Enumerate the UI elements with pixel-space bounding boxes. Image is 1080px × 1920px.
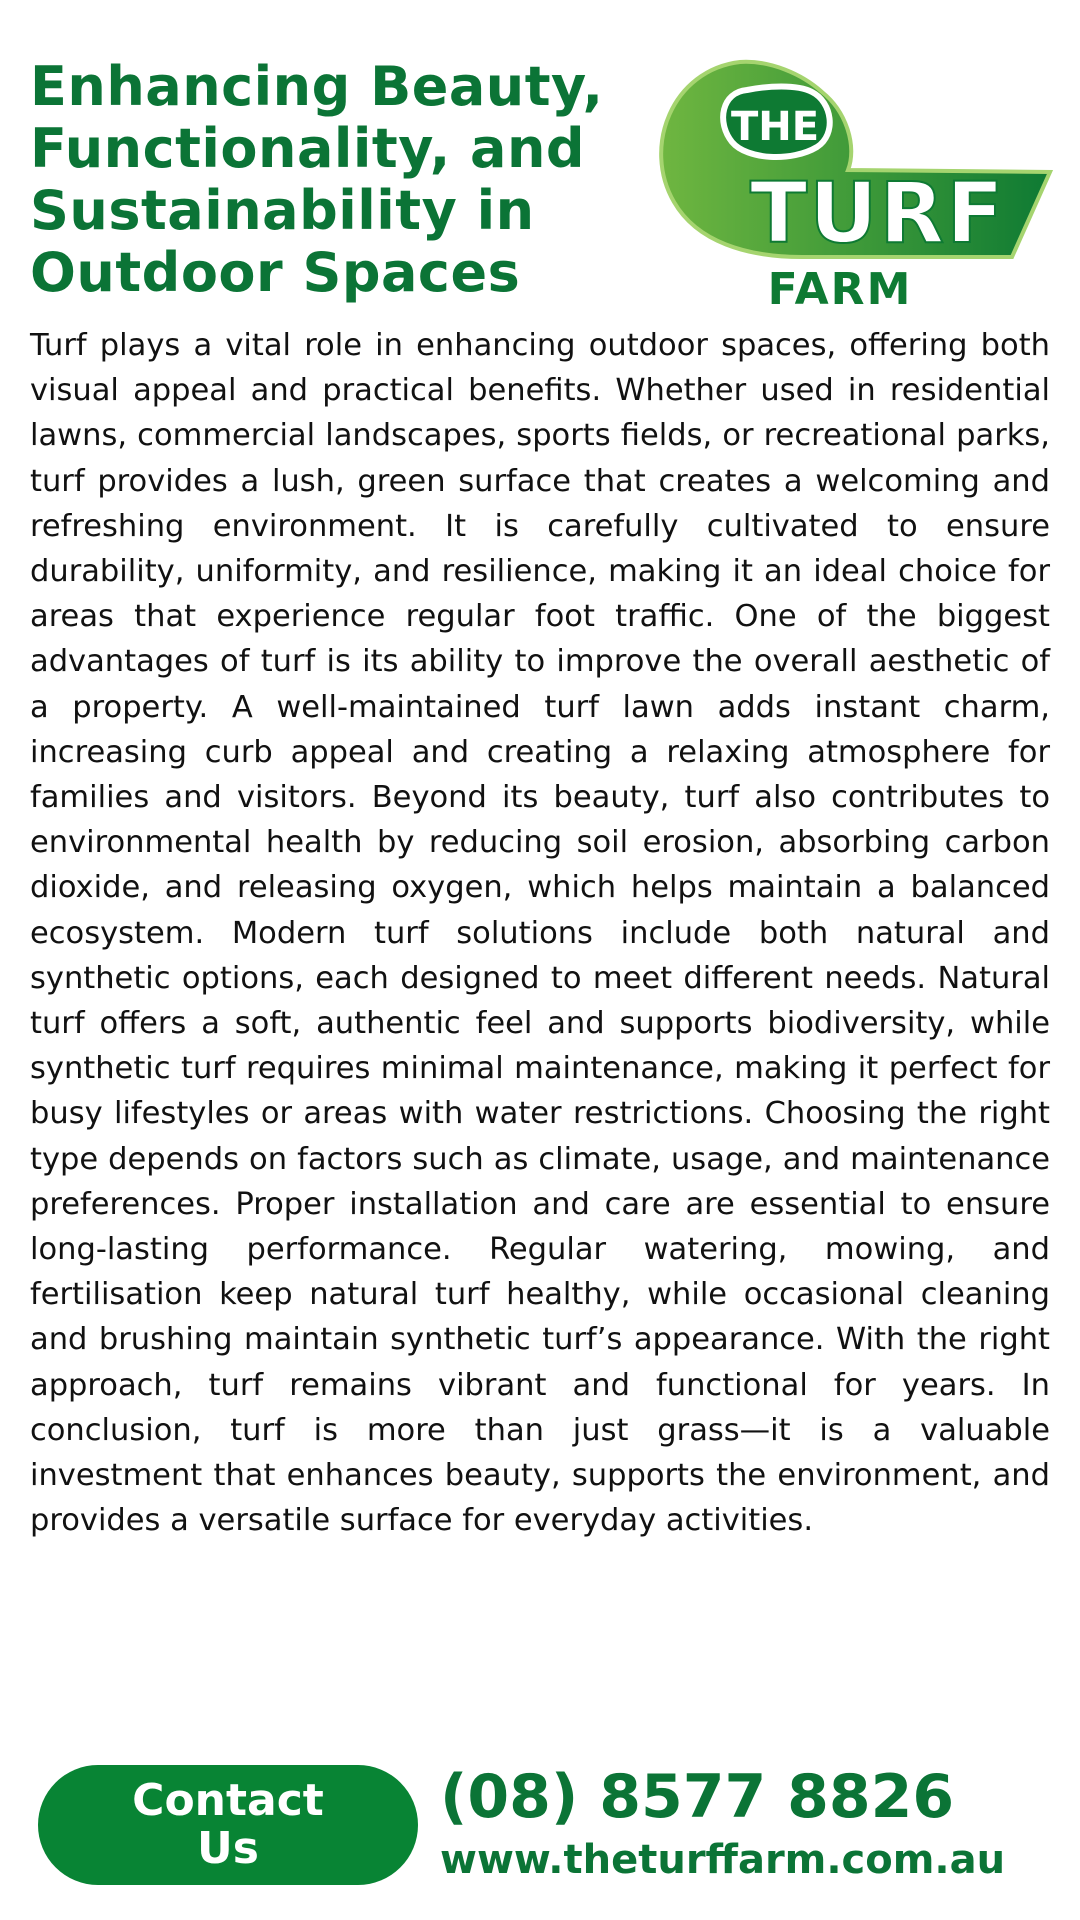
- contact-us-button[interactable]: Contact Us: [38, 1765, 418, 1885]
- body-paragraph: Turf plays a vital role in enhancing outdoor spaces, offering both visual appeal and practical benefits. Whether used in residential lawns, commercial landscapes, sports fields, or recreational parks, turf provides a lush, green surface that creates a welcoming and refreshing environment. It is carefully cultivated to ensure durability, uniformity, and resilience, making it an ideal choice for areas that experience regular foot traffic. One of the biggest advantages of turf is its ability to improve the overall aesthetic of a property. A well-maintained turf lawn adds instant charm, increasing curb appeal and creating a relaxing atmosphere for families and visitors. Beyond its beauty, turf also contributes to environmental health by reducing soil erosion, absorbing carbon dioxide, and releasing oxygen, which helps maintain a balanced ecosystem. Modern turf solutions include both natural and synthetic options, each designed to meet different needs. Natural turf offers a soft, authentic feel and supports biodiversity, while synthetic turf requires minimal maintenance, making it perfect for busy lifestyles or areas with water restrictions. Choosing the right type depends on factors such as climate, usage, and maintenance preferences. Proper installation and care are essential to ensure long-lasting performance. Regular watering, mowing, and fertilisation keep natural turf healthy, while occasional cleaning and brushing maintain synthetic turf’s appearance. With the right approach, turf remains vibrant and functional for years. In conclusion, turf is more than just grass—it is a valuable investment that enhances beauty, supports the environment, and provides a versatile surface for everyday activities.: [30, 328, 1050, 1539]
- logo-text-farm: FARM: [767, 264, 913, 312]
- logo-text-turf: TURF: [750, 164, 1006, 262]
- turf-farm-logo: [652, 52, 1062, 312]
- phone-number[interactable]: (08) 8577 8826: [440, 1762, 955, 1832]
- headline: Enhancing Beauty, Functionality, and Sustainability in Outdoor Spaces: [30, 55, 604, 304]
- logo-text-the: THE: [730, 104, 820, 150]
- website-link[interactable]: www.theturffarm.com.au: [440, 1837, 1006, 1883]
